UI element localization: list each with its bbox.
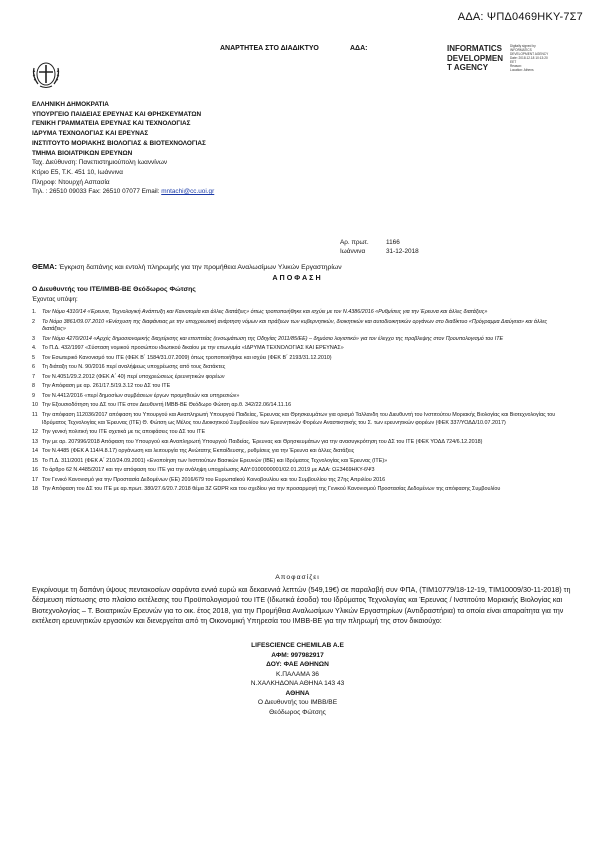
item-number: 2 <box>32 318 35 325</box>
ada-label: ΑΔΑ: <box>350 45 368 52</box>
signer-text: Ο Διευθυντής του ΙΤΕ/ΙΜΒΒ-ΒΕ Θεόδωρος Φώτσης <box>32 286 196 293</box>
greek-emblem-icon <box>30 58 62 90</box>
subject-line <box>32 262 342 272</box>
item-text: Τον Εσωτερικό Κανονισμό του ΙΤΕ (ΦΕΚ Β΄ 1584/31.07.2009) όπως τροποποιήθηκε και ισχύει (ΦΕΚ Β΄ 2193/31.12.2010) <box>42 354 332 361</box>
supplier-city: ΑΘΗΝΑ <box>285 689 310 697</box>
protocol-number: 1166 <box>386 239 400 246</box>
legal-basis-list <box>32 309 572 496</box>
item-text: Τον Νόμο 4310/14 «Έρευνα, Τεχνολογική Ανάπτυξη και Καινοτομία και άλλες διατάξεις» όπως τροποποιήθηκε και ισχύει με τον Ν.4386/2016 «Ρυθμίσεις για την Έρευνα και άλλες διατάξεις» <box>42 309 488 315</box>
signature-line: Reason: <box>510 64 522 68</box>
legal-basis-item <box>32 393 572 401</box>
protocol-date-label: Ιωάννινα <box>340 248 366 255</box>
signature-line: INFORMATICS <box>510 48 532 52</box>
legal-basis-item <box>32 355 572 363</box>
item-number: 7 <box>32 373 35 380</box>
item-text: Την Εξουσιοδότηση του ΔΣ του ΙΤΕ στον Διευθυντή ΙΜΒΒ-ΒΕ Θεόδωρο Φώτση αρ.θ. 342/22.06/14.11.16 <box>42 402 292 409</box>
header-line: ΓΕΝΙΚΗ ΓΡΑΜΜΑΤΕΙΑ ΕΡΕΥΝΑΣ ΚΑΙ ΤΕΧΝΟΛΟΓΙΑΣ <box>32 120 191 128</box>
item-text: Την με αρ. 207996/2018 Απόφαση του Υπουργού και Αναπληρωτή Υπουργού Παιδείας, Έρευνας και Θρησκευμάτων για την ανασυγκρότηση του ΔΣ του ΙΤΕ (ΦΕΚ ΥΟΔΔ 724/6.12.2018) <box>42 438 483 445</box>
protocol-date: 31-12-2018 <box>386 248 419 255</box>
signatory-name: Θεόδωρος Φώτσης <box>269 708 326 716</box>
item-number: 10 <box>32 402 38 409</box>
header-line: ΕΛΛΗΝΙΚΗ ΔΗΜΟΚΡΑΤΙΑ <box>32 101 109 108</box>
legal-basis-item <box>32 412 572 428</box>
item-number: 3 <box>32 335 35 342</box>
item-text: Το άρθρο 62 Ν.4485/2017 και την απόφαση του ΙΤΕ για την ανάληψη υποχρέωσης ΑΔΥ:0100000001/02.01.2019 με ΑΔΑ: ΩΞ3469ΗΚΥ-6Ψ3 <box>42 467 375 474</box>
item-text: Την απόφαση 112036/2017 απόφαση του Υπουργού και Αναπληρωτή Υπουργού Παιδείας, Έρευνας και Θρησκευμάτων για ορισμό Ταλλανδη του Διευθυντή του Ινστιτούτου Μοριακής Βιολογίας και Βιοτεχνολογίας του Ιδρύματος Τεχνολογίας και Έρευνας (ΙΤΕ) Θ. Φώτση ως Μέλος του Διοικητικού Συμβουλίου των Ερευνητικών Φορέων Αναστικητικής του Σ. των ερευνητικών φορέων (ΦΕΚ 337/ΥΟΔΔ/10.07.2017) <box>42 411 556 426</box>
signature-line: Digitally signed by <box>510 44 536 48</box>
signature-line: Location: Athens <box>510 68 534 72</box>
protocol-block <box>340 238 419 256</box>
contact-line <box>32 187 214 197</box>
item-number: 13 <box>32 438 38 445</box>
legal-basis-item <box>32 467 572 475</box>
email-link[interactable]: mntachi@cc.uoi.gr <box>161 188 215 196</box>
legal-basis-item <box>32 477 572 485</box>
posted-label: ΑΝΑΡΤΗΤΕΑ ΣΤΟ ΔΙΑΔΙΚΤΥΟ <box>220 45 319 52</box>
item-number: 17 <box>32 476 38 483</box>
item-number: 8 <box>32 383 35 390</box>
logo-line: DEVELOPMEN <box>447 53 504 63</box>
legal-basis-item <box>32 345 572 353</box>
item-text: Το Νόμο 3861/09.07.2010 «Ενίσχυση της διαφάνειας με την υποχρεωτική ανάρτηση νόμων και πράξεων των κυβερνητικών, διοικητικών και αυτοδιοικητικών οργάνων στο διαδίκτυο «Πρόγραμμα Διαύγεια» και άλλες διατάξεις» <box>42 318 548 333</box>
header-line: ΙΔΡΥΜΑ ΤΕΧΝΟΛΟΓΙΑΣ ΚΑΙ ΕΡΕΥΝΑΣ <box>32 130 149 138</box>
signature-line: DEVELOPMENT AGENCY <box>510 52 549 56</box>
item-number: 6 <box>32 364 35 371</box>
item-number: 14 <box>32 448 38 455</box>
item-text: Τον Γενικό Κανονισμό για την Προστασία Δεδομένων (ΕΕ) 2016/679 του Ευρωπαϊκού Κοινοβουλίου και του Συμβουλίου της 27ης Απριλίου 2016 <box>42 476 386 483</box>
item-text: Την Απόφαση με αρ. 261/17.5/19.3.12 του ΔΣ του ΙΤΕ <box>42 383 171 390</box>
digital-signature-text <box>510 44 580 72</box>
legal-basis-item <box>32 374 572 382</box>
item-number: 5 <box>32 354 35 361</box>
header-line: Πληροφ: Ντουρχή Ασπασία <box>32 178 110 186</box>
item-text: Την Απόφαση του ΔΣ του ΙΤΕ με αρ.πρωτ. 380/27.6/20.7.2018 θέμα 3Ζ GDPR και του σχεδίου για την προσαρμογή της Γενικού Κανονισμού Προστασίας Δεδομένων της απόφασης Συμβουλίου <box>42 486 501 493</box>
supplier-afm: ΑΦΜ: 997982917 <box>271 651 324 659</box>
supplier-area: Ν.ΧΑΛΚΗΔΟΝΑ ΑΘΗΝΑ 143 43 <box>250 680 345 687</box>
item-text: Το Π.Δ. 311/2001 (ΦΕΚ Α΄ 210/24.09.2001) «Ενοποίηση των Ινστιτούτων Βασικών Ερευνών (ΙΒΕ) και Ιδρύματος Τεχνολογίας και Έρευνας (ΙΤΕ)» <box>42 457 388 464</box>
legal-basis-item <box>32 364 572 372</box>
item-text: Τον Νόμο 4270/2014 «Αρχές δημοσιονομικής διαχείρισης και εποπτείας (ενσωμάτωση της Οδηγίας 2011/85/ΕΕ) – δημόσιο λογιστικό» για τον έλεγχο της προβλεψης στον Προυπολογισμό του ΙΤΕ <box>42 335 504 342</box>
item-text: Την γενική πολιτική του ΙΤΕ σχετικά με τις αποφάσεις του ΔΣ του ΙΤΕ <box>42 429 206 436</box>
header-line: Ταχ. Διεύθυνση: Πανεπιστημιούπολη Ιωαννίνων <box>32 159 168 167</box>
legal-basis-item <box>32 448 572 456</box>
subject-text: Έγκριση δαπάνης και εντολή πληρωμής για την προμήθεια Αναλωσίμων Υλικών Εργαστηρίων <box>58 264 342 271</box>
header-line: ΙΝΣΤΙΤΟΥΤΟ ΜΟΡΙΑΚΗΣ ΒΙΟΛΟΓΙΑΣ & ΒΙΟΤΕΧΝΟΛΟΓΙΑΣ <box>32 139 206 147</box>
legal-basis-item <box>32 309 572 317</box>
item-number: 16 <box>32 467 38 474</box>
signer-line <box>32 285 196 294</box>
legal-basis-item <box>32 383 572 391</box>
decision-body: Εγκρίνουμε τη δαπάνη ύψους πεντακοσίων σαράντα εννιά ευρώ και δεκαεννιά λεπτών (549,19€) σε παραλαβή συν ΦΠΑ, (ΤΙΜ10779/18-12-19, ΤΙΜ10009/30-11-2018) τη δέσμευση πίστωσης στο πλαίσιο εκτέλεσης του Προϋπολογισμού του ΙΤΕ (Ιδιωτικά έσοδα) του Ιδρύματος Τεχνολογίας και Έρευνας / Ινστιτούτο Μοριακής Βιολογίας και Βιοτεχνολογίας – Τ. Βοιατρικών Ερευνών για το οικ. έτος 2018, για την Προμήθεια Αναλωσίμων Υλικών Εργαστηρίων (Αντιδραστήρια) τα οποία είναι απαραίτητα για την εκτέλεση ερευνητικών εργασιών και διενεργείται από τη Οικονομική Υπηρεσία του ΙΜΒΒ-ΒΕ για την πληρωμή της στον δικαιούχο: <box>32 585 571 626</box>
item-number: 1. <box>32 309 37 315</box>
legal-basis-item <box>32 439 572 447</box>
logo-line: INFORMATICS <box>447 44 502 53</box>
signature-line: EET <box>510 60 517 64</box>
legal-basis-item <box>32 319 572 335</box>
item-number: 4. <box>32 345 37 352</box>
item-number: 15 <box>32 457 38 464</box>
item-number: 11 <box>32 411 38 418</box>
supplier-street: Κ.ΠΑΛΑΜΑ 36 <box>276 670 319 678</box>
header-line: ΤΜΗΜΑ ΒΙΟΙΑΤΡΙΚΩΝ ΕΡΕΥΝΩΝ <box>32 149 133 157</box>
supplier-doy: ΔΟΥ: ΦΑΕ ΑΘΗΝΩΝ <box>266 661 329 668</box>
contact-details: Τηλ. : 26510 09033 Fax: 26510 07077 Email: <box>32 188 162 196</box>
decides-heading: Αποφασίζει <box>275 574 320 581</box>
item-text: Τον Ν.4051/29.2.2012 (ΦΕΚ Α΄ 40) περί υποχρεώσεως έρευνητικών φορέων <box>42 373 225 380</box>
item-text: Τη διάταξη του Ν. 90/2016 περί αναλήψεως υποχρέωσης από τους διατάκτες <box>42 364 226 371</box>
legal-basis-item <box>32 402 572 410</box>
item-text: Το Π.Δ. 432/1997 «Σύσταση νομικού προσώπου ιδιωτικού δικαίου με την επωνυμία «ΙΔΡΥΜΑ ΤΕΧΝΟΛΟΓΙΑΣ ΚΑΙ ΕΡΕΥΝΑΣ» <box>42 345 344 352</box>
informatics-logo <box>447 44 503 73</box>
item-number: 9 <box>32 392 35 399</box>
legal-basis-item <box>32 336 572 344</box>
protocol-number-label: Αρ. πρωτ. <box>340 239 369 246</box>
supplier-name: LIFESCIENCE CHEMILAB A.E <box>251 642 344 649</box>
legal-basis-item <box>32 486 572 494</box>
legal-basis-item <box>32 429 572 437</box>
header-line: ΥΠΟΥΡΓΕΙΟ ΠΑΙΔΕΙΑΣ ΕΡΕΥΝΑΣ ΚΑΙ ΘΡΗΣΚΕΥΜΑΤΩΝ <box>32 110 202 118</box>
header-line: Κτίριο Ε5, Τ.Κ. 451 10, Ιωάννινα <box>32 168 123 176</box>
legal-basis-item <box>32 458 572 466</box>
item-number: 18 <box>32 486 38 493</box>
item-text: Τον Ν.4412/2016 «περί δημοσίων συμβάσεων έργων προμηθειών και υπηρεσιών» <box>42 392 240 399</box>
item-text: Τον Ν.4485 (ΦΕΚ Α 114/4.8.17) οργάνωση και λειτουργία της Ανώτατης Εκπαίδευσης, ρυθμίσεις για την Έρευνα και άλλες διατάξεις <box>42 448 355 455</box>
signatory-role: Ο Διευθυντής του ΙΜΒΒ/ΒΕ <box>257 699 338 706</box>
issuer-header <box>32 100 214 197</box>
signature-line: Date: 2018.12.18 10:13:20 <box>510 56 548 60</box>
document-title: ΑΠΟΦΑΣΗ <box>272 273 323 282</box>
subject-label: ΘΕΜΑ: <box>32 262 57 271</box>
considering-label: Έχοντας υπόψη: <box>32 296 78 303</box>
item-number: 12 <box>32 429 38 436</box>
ada-code: ΑΔΑ: ΨΠΔ0469ΗΚΥ-7Σ7 <box>457 11 583 23</box>
supplier-block <box>0 641 595 717</box>
logo-line: T AGENCY <box>447 63 489 72</box>
